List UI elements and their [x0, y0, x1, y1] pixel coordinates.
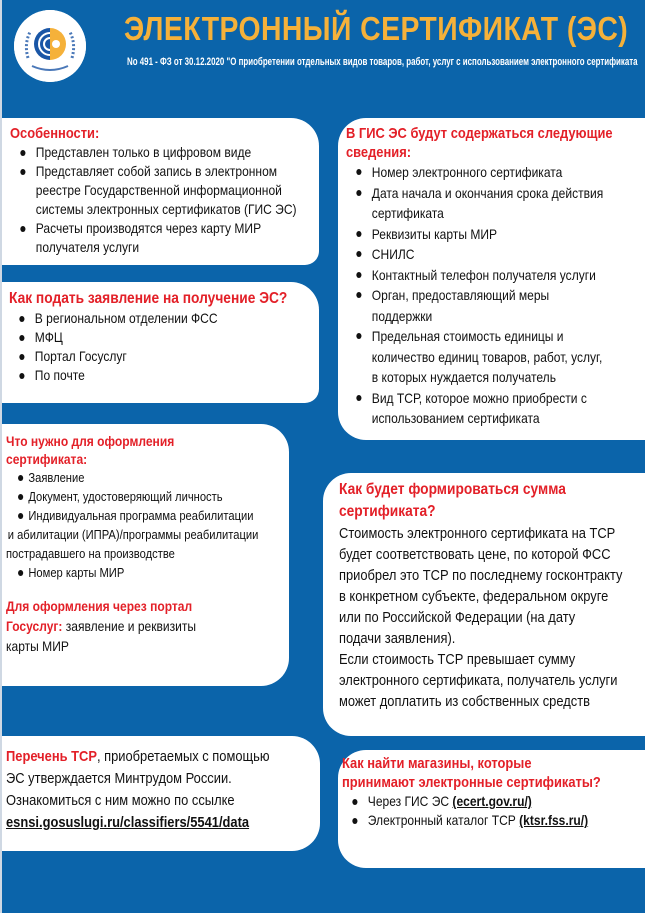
list-item: Представляет собой запись в электронном реестре Государственной информационной системы электронных сертификатов (ГИС ЭС) [10, 162, 276, 219]
list-item: Представлен только в цифровом виде [10, 143, 276, 162]
fss-logo [14, 10, 86, 82]
portal-note: Для оформления через портал Госуслуг: заявление и реквизиты карты МИР [6, 598, 197, 654]
page-title: ЭЛЕКТРОННЫЙ СЕРТИФИКАТ (ЭС) [124, 10, 629, 47]
list-item: Электронный каталог ТСР (ktsr.fss.ru/) [342, 811, 603, 830]
amount-card [323, 473, 645, 736]
features-card [2, 118, 319, 265]
list-item: Реквизиты карты МИР [346, 224, 603, 245]
apply-heading: Как подать заявление на получение ЭС? [9, 290, 288, 307]
list-item: Контактный телефон получателя услуги [346, 265, 603, 286]
fss-emblem-icon [14, 10, 86, 82]
amount-heading: Как будет формироваться сумма сертификата? [339, 481, 566, 520]
apply-card [2, 282, 319, 403]
list-item: Документ, удостоверяющий личность [6, 487, 249, 506]
amount-text: Стоимость электронного сертификата на ТСР будет соответствовать цене, по которой ФСС приобрел это ТСР по последнему госконтракту в конкретном субъекте, федеральном округе или по Российской Федерации (на дату подачи заявления). Если стоимость ТСР превышает сумму электронного сертификата, получатель услуги может доплатить из собственных средств [339, 525, 623, 710]
list-item: Через ГИС ЭС (ecert.gov.ru/) [342, 792, 603, 811]
list-item: МФЦ [9, 328, 276, 347]
tsr-classifier-link[interactable]: esnsi.gosuslugi.ru/classifiers/5541/data [6, 814, 250, 831]
list-item: Орган, предоставляющий меры поддержки [346, 285, 603, 326]
tsr-text: Ознакомиться с ним можно по ссылке [6, 792, 235, 809]
gis-heading: В ГИС ЭС будут содержаться следующие сведения: [346, 125, 613, 161]
list-item: Расчеты производятся через карту МИР получателя услуги [10, 219, 276, 257]
requirements-heading: Что нужно для оформления сертификата: [6, 433, 175, 467]
list-item: Предельная стоимость единицы и количество единиц товаров, работ, услуг, в которых нуждается получатель [346, 326, 603, 388]
law-reference: No 491 - ФЗ от 30.12.2020 "О приобретении отдельных видов товаров, работ, услуг с использованием электронного сертификата [127, 56, 638, 68]
list-item: По почте [9, 366, 276, 385]
tsr-list-card [2, 736, 320, 851]
list-item: Портал Госуслуг [9, 347, 276, 366]
list-item: Индивидуальная программа реабилитации [6, 506, 249, 525]
list-item: Заявление [6, 468, 249, 487]
list-item-continuation: пострадавшего на производстве [6, 546, 175, 561]
list-item: Вид ТСР, которое можно приобрести с использованием сертификата [346, 388, 603, 429]
list-item-continuation: и абилитации (ИПРА)/программы реабилитации [7, 527, 259, 542]
tsr-text: ЭС утверждается Минтрудом России. [6, 770, 232, 787]
list-item: Дата начала и окончания срока действия сертификата [346, 183, 603, 224]
tsr-text: Перечень ТСР, приобретаемых с помощью [6, 748, 270, 765]
gis-info-card [338, 118, 645, 440]
list-item: Номер электронного сертификата [346, 162, 603, 183]
list-item: В региональном отделении ФСС [9, 309, 276, 328]
requirements-card [2, 424, 289, 686]
ktsr-link[interactable]: (ktsr.fss.ru/) [519, 812, 589, 828]
list-item: Номер карты МИР [6, 563, 249, 582]
list-item: СНИЛС [346, 244, 603, 265]
shops-card [338, 750, 645, 868]
shops-heading: Как найти магазины, которые принимают электронные сертификаты? [342, 755, 601, 791]
ecert-link[interactable]: (ecert.gov.ru/) [452, 793, 532, 809]
features-heading: Особенности: [10, 125, 100, 142]
